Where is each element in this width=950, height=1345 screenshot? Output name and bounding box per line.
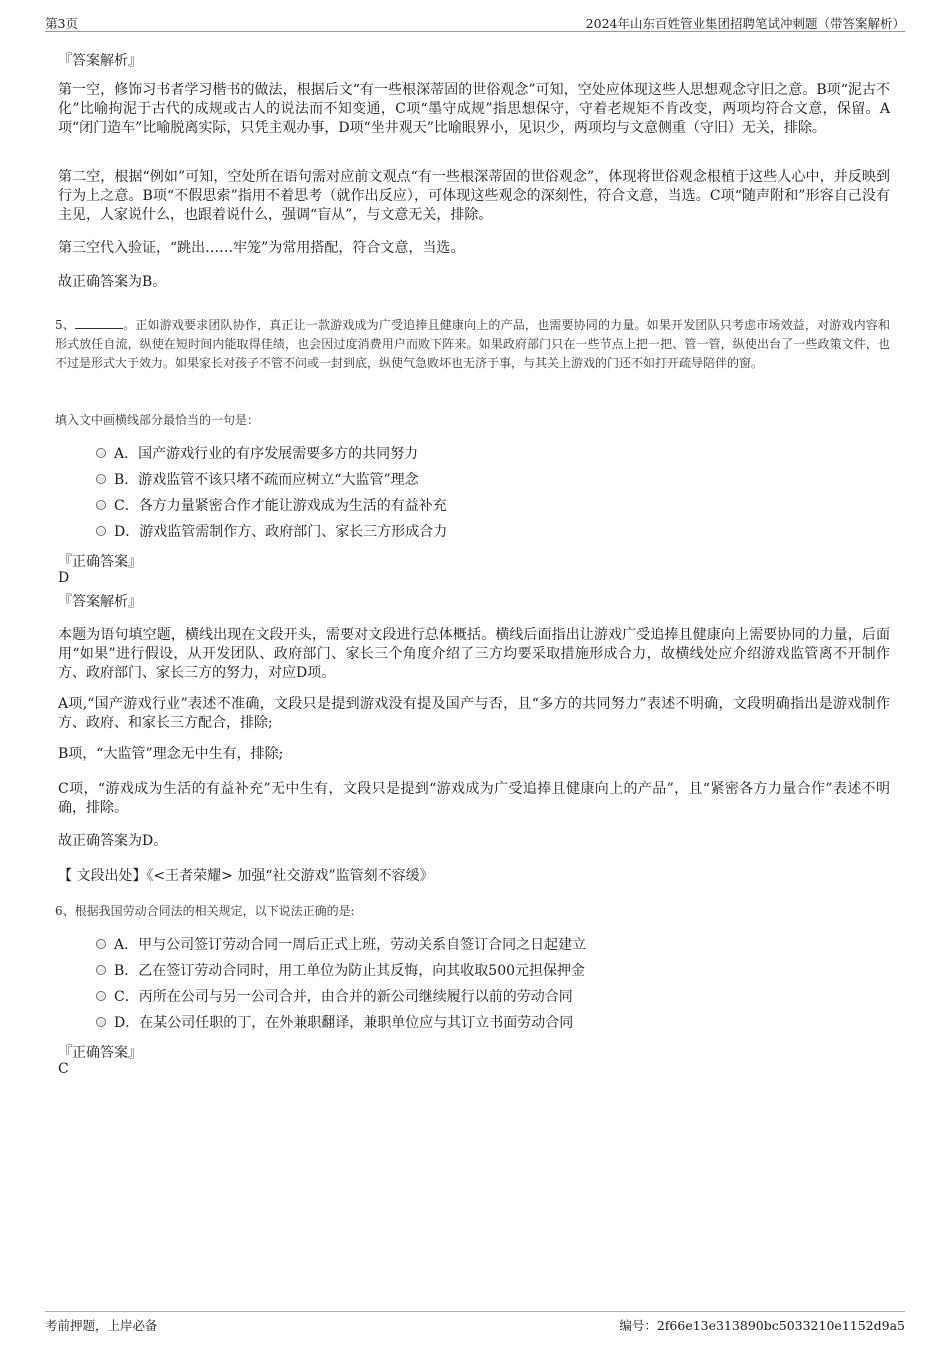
q4-analysis-p2: 第二空，根据“例如”可知，空处所在语句需对应前文观点“有一些根深蒂固的世俗观念”，体现将世俗观念根植于这些人心中，并反映到行为上之意。B项“不假思索”指用不着思考（就作出反应），可体现这些观念的深刻性，符合文意，当选。C项“随声附和”形容自己没有主见，人家说什么，也跟着说什么，强调“盲从”，与文意无关，排除。 bbox=[58, 169, 890, 223]
q5-analysis-p2: A项,“国产游戏行业”表述不准确，文段只是提到游戏没有提及国产与否，且“多方的共同努力”表述不明确，文段明确指出是游戏制作方、政府、和家长三方配合，排除; bbox=[58, 696, 890, 731]
q6-option-b[interactable] bbox=[96, 961, 585, 981]
radio-icon[interactable] bbox=[96, 991, 106, 1001]
q6-option-a-label: A．甲与公司签订劳动合同一周后正式上班，劳动关系自签订合同之日起建立 bbox=[114, 937, 587, 953]
q4-analysis-label: 『答案解析』 bbox=[58, 53, 142, 69]
radio-icon[interactable] bbox=[96, 1017, 106, 1027]
q5-text: 。正如游戏要求团队协作，真正让一款游戏成为广受追捧且健康向上的产品，也需要协同的力量。如果开发团队只考虑市场效益，对游戏内容和形式放任自流，纵使在短时间内能取得佳绩，也会因过度消费用户而败下阵来。如果政府部门只在一些节点上把一把、管一管，纵使出台了一些政策文件，也不过是形式大于效力。如果家长对孩子不管不问或一封到底，纵使气急败坏也无济于事，与其关上游戏的门还不如打开疏导陪伴的窗。 bbox=[55, 318, 890, 370]
q5-analysis-p5: 故正确答案为D。 bbox=[58, 833, 168, 849]
q6-answer: C bbox=[58, 1061, 69, 1077]
radio-icon[interactable] bbox=[96, 965, 106, 975]
document-title: 2024年山东百姓管业集团招聘笔试冲刺题（带答案解析） bbox=[585, 16, 905, 31]
q5-option-d[interactable] bbox=[96, 522, 447, 542]
page-number: 第3页 bbox=[45, 16, 78, 31]
q6-option-b-label: B．乙在签订劳动合同时，用工单位为防止其反悔，向其收取500元担保押金 bbox=[114, 963, 586, 979]
q5-answer-label: 『正确答案』 bbox=[58, 554, 142, 570]
page-footer bbox=[45, 1311, 905, 1333]
q5-blank bbox=[75, 317, 123, 329]
q5-answer: D bbox=[58, 570, 70, 586]
q5-prompt: 填入文中画横线部分最恰当的一句是： bbox=[55, 413, 260, 427]
q5-analysis-p3: B项，“大监管”理念无中生有，排除; bbox=[58, 746, 284, 762]
footer-slogan: 考前押题，上岸必备 bbox=[45, 1318, 158, 1333]
q4-analysis-p1: 第一空，修饰习书者学习楷书的做法，根据后文“有一些根深蒂固的世俗观念”可知，空处应体现这些人思想观念守旧之意。B项“泥古不化”比喻拘泥于古代的成规或古人的说法而不知变通，C项“墨守成规”指思想保守，守着老规矩不肯改变，两项均符合文意，保留。A项“闭门造车”比喻脱离实际，只凭主观办事，D项“坐井观天”比喻眼界小，见识少，两项均与文意侧重（守旧）无关，排除。 bbox=[58, 82, 890, 136]
radio-icon[interactable] bbox=[96, 500, 106, 510]
footer-code bbox=[619, 1316, 905, 1334]
q6-option-c[interactable] bbox=[96, 987, 573, 1007]
page-header bbox=[45, 14, 905, 32]
q5-option-a[interactable] bbox=[96, 444, 418, 464]
q5-analysis-label: 『答案解析』 bbox=[58, 594, 142, 610]
q5-option-c-label: C．各方力量紧密合作才能让游戏成为生活的有益补充 bbox=[114, 498, 447, 514]
q6-option-c-label: C．丙所在公司与另一公司合并，由合并的新公司继续履行以前的劳动合同 bbox=[114, 989, 573, 1005]
q5-option-a-label: A．国产游戏行业的有序发展需要多方的共同努力 bbox=[114, 446, 419, 462]
radio-icon[interactable] bbox=[96, 474, 106, 484]
q5-option-d-label: D．游戏监管需制作方、政府部门、家长三方形成合力 bbox=[114, 524, 448, 540]
radio-icon[interactable] bbox=[96, 526, 106, 536]
q6-stem bbox=[55, 902, 355, 919]
q4-analysis-p3: 第三空代入验证，“跳出……牢笼”为常用搭配，符合文意，当选。 bbox=[58, 240, 465, 256]
q5-stem bbox=[55, 316, 890, 373]
radio-icon[interactable] bbox=[96, 939, 106, 949]
q6-number: 6、 bbox=[55, 904, 75, 918]
footer-code-value: 2f66e13e313890bc5033210e1152d9a5 bbox=[656, 1318, 905, 1333]
q6-option-d[interactable] bbox=[96, 1013, 573, 1033]
q6-option-d-label: D．在某公司任职的丁，在外兼职翻译，兼职单位应与其订立书面劳动合同 bbox=[114, 1015, 574, 1031]
q5-source: 【 文段出处】《<王者荣耀> 加强“社交游戏”监管刻不容缓》 bbox=[58, 868, 434, 884]
q5-analysis-p4: C项，“游戏成为生活的有益补充”无中生有，文段只是提到“游戏成为广受追捧且健康向上的产品”，且“紧密各方力量合作”表述不明确，排除。 bbox=[58, 781, 890, 816]
footer-code-label: 编号： bbox=[619, 1318, 657, 1333]
q5-analysis-p1: 本题为语句填空题，横线出现在文段开头，需要对文段进行总体概括。横线后面指出让游戏广受追捧且健康向上需要协同的力量，后面用“如果”进行假设，从开发团队、政府部门、家长三个角度介绍了三方均要采取措施形成合力，故横线处应介绍游戏监管离不开制作方、政府部门、家长三方的努力，对应D项。 bbox=[58, 627, 890, 681]
q5-number: 5、 bbox=[55, 318, 75, 332]
q5-option-c[interactable] bbox=[96, 496, 447, 516]
q5-option-b[interactable] bbox=[96, 470, 419, 490]
radio-icon[interactable] bbox=[96, 448, 106, 458]
q4-analysis-p4: 故正确答案为B。 bbox=[58, 274, 167, 290]
q5-option-b-label: B．游戏监管不该只堵不疏而应树立“大监管”理念 bbox=[114, 472, 419, 488]
q6-text: 根据我国劳动合同法的相关规定，以下说法正确的是: bbox=[74, 904, 355, 918]
q6-answer-label: 『正确答案』 bbox=[58, 1045, 142, 1061]
q6-option-a[interactable] bbox=[96, 935, 586, 955]
